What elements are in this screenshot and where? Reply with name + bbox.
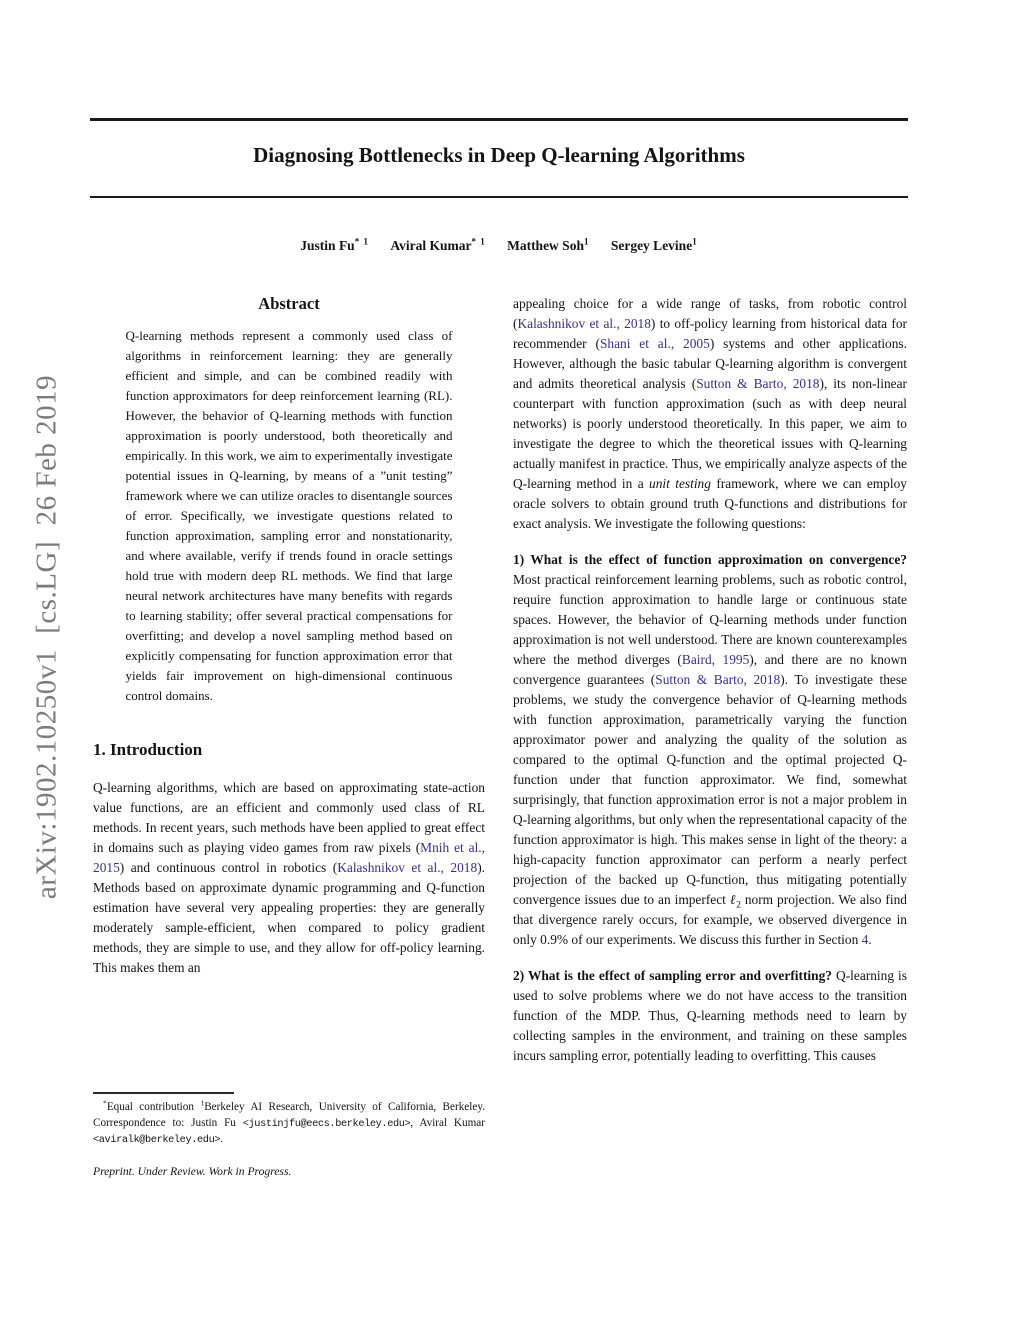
author (390, 238, 485, 253)
author-affiliation-mark: * 1 (354, 236, 369, 246)
text-segment: ) systems and other applications. However, although the basic tabular Q-learning algorithm is convergent and admits theoretical analysis ( (513, 336, 907, 391)
text-segment: Q-learning is used to solve problems where we do not have access to the transition function of the MDP. Thus, Q-learning methods need to learn by collecting samples in the environment, and training on these samples incurs sampling error, potentially leading to overfitting. This causes (513, 968, 907, 1063)
left-column (93, 294, 485, 994)
text-segment: Berkeley AI Research, University of California, Berkeley. Correspondence to: Justin Fu (93, 1101, 485, 1129)
author (300, 238, 369, 253)
horizontal-rule-top (90, 118, 908, 121)
text-segment: ). To investigate these problems, we study the convergence behavior of Q-learning methods with function approximation, parametrically varying the function approximator power and analyzing the quality of the solution as compared to the optimal Q-function and the optimal projected Q-function under that function approximator. We find, somewhat surprisingly, that function approximation error is not a major problem in Q-learning algorithms, but only when the representational capacity of the function approximator is high. This makes sense in light of the theory: a high-capacity function approximator can perform a nearly perfect projection of the backed up Q-function, thus mitigating potentially convergence issues due to an imperfect (513, 672, 907, 907)
citation-link[interactable]: Kalashnikov et al., 2018 (337, 860, 478, 875)
author-name: Sergey Levine (610, 237, 693, 253)
author-name: Matthew Soh (507, 237, 584, 253)
abstract-text: Q-learning methods represent a commonly used class of algorithms in reinforcement learning: they are generally efficient and simple, and can be combined readily with function approximators for deep reinforcement learning (RL). However, the behavior of Q-learning methods with function approximation is poorly understood, both theoretically and empirically. In this work, we aim to experimentally investigate potential issues in Q-learning, by means of a ”unit testing” framework where we can utilize oracles to disentangle sources of error. Specifically, we investigate questions related to function approximation, sampling error and nonstationarity, and where available, verify if trends found in oracle settings hold true with modern deep RL methods. We find that large neural network architectures have many benefits with regards to learning stability; offer several practical compensations for overfitting; and develop a novel sampling method based on explicitly compensating for function approximation error that yields fair improvement on high-dimensional continuous control domains. (125, 328, 453, 703)
text-segment: 1 (200, 1098, 205, 1108)
paper-title: Diagnosing Bottlenecks in Deep Q-learning Algorithms (253, 143, 745, 167)
section-heading-introduction: 1. Introduction (93, 740, 203, 759)
citation-link[interactable]: 4 (861, 932, 869, 947)
citation-link[interactable]: Kalashnikov et al., 2018 (517, 316, 651, 331)
body-paragraph-3 (513, 966, 907, 1066)
body-paragraph-2 (513, 550, 907, 950)
text-segment: . (220, 1133, 223, 1146)
text-segment: ) to off-policy learning from historical data for recommender ( (513, 316, 907, 351)
text-segment: ), its non-linear counterpart with function approximation (such as with deep neural networks) is poorly understood theoretically. In this paper, we aim to investigate the degree to which the theoretical issues with Q-learning actually manifest in practice. Thus, we empirically analyze aspects of the Q-learning method in a (513, 376, 907, 491)
text-segment: Equal contribution (106, 1101, 201, 1113)
author-name: Justin Fu (300, 237, 355, 253)
text-segment: ). Methods based on approximate dynamic programming and Q-function estimation have several very appealing properties: they are generally moderately sample-efficient, when compared to policy gradient methods, they are simple to use, and they allow for off-policy learning. This makes them an (93, 860, 485, 975)
author-affiliation-mark: 1 (583, 236, 590, 246)
footnote-text (93, 1100, 485, 1149)
citation-link[interactable]: Mnih et al., 2015 (93, 840, 485, 875)
text-segment: framework, where we can employ oracle solvers to obtain ground truth Q-functions and distributions for exact analysis. We investigate the following questions: (513, 476, 907, 531)
author (611, 238, 698, 253)
author-affiliation-mark: 1 (692, 236, 698, 246)
text-segment: * (103, 1098, 107, 1108)
text-segment: norm projection. We also find that divergence rarely occurs, for example, we observed divergence in only 0.9% of our experiments. We discuss this further in Section (513, 892, 907, 947)
text-segment: <justinjfu@eecs.berkeley.edu> (242, 1117, 411, 1130)
citation-link[interactable]: Sutton & Barto, 2018 (655, 672, 781, 687)
text-segment: unit testing (649, 476, 711, 491)
text-segment: ℓ (729, 892, 737, 907)
text-segment: 1) What is the effect of function approximation on convergence? (513, 552, 907, 567)
citation-link[interactable]: Baird, 1995 (681, 652, 750, 667)
body-paragraph-1 (513, 294, 907, 534)
footnote-block (93, 1092, 485, 1178)
abstract-heading: Abstract (258, 294, 320, 313)
author-name: Aviral Kumar (390, 237, 472, 253)
footnote-rule (93, 1092, 234, 1094)
text-segment: ), and there are no known convergence guarantees ( (513, 652, 907, 687)
right-column (513, 294, 907, 1082)
citation-link[interactable]: Sutton & Barto, 2018 (696, 376, 820, 391)
preprint-notice: Preprint. Under Review. Work in Progress. (93, 1164, 292, 1178)
text-segment: Q-learning algorithms, which are based on approximating state-action value functions, are an efficient and commonly used class of RL methods. In recent years, such methods have been applied to great effect in domains such as playing video games from raw pixels ( (93, 780, 485, 855)
horizontal-rule-mid (90, 196, 908, 198)
intro-paragraph (93, 778, 485, 978)
text-segment: 2 (736, 899, 741, 911)
text-segment: <aviralk@berkeley.edu> (93, 1134, 221, 1147)
text-segment: , Aviral Kumar (410, 1116, 485, 1129)
text-segment: ) and continuous control in robotics ( (119, 860, 338, 875)
author (507, 238, 589, 253)
arxiv-watermark: arXiv:1902.10250v1 [cs.LG] 26 Feb 2019 (30, 374, 63, 900)
text-segment: Most practical reinforcement learning problems, such as robotic control, require function approximation to handle large or continuous state spaces. However, the behavior of Q-learning methods under function approximation is not well understood. There are known counterexamples where the method diverges ( (513, 572, 907, 667)
author-affiliation-mark: * 1 (471, 236, 486, 246)
citation-link[interactable]: Shani et al., 2005 (599, 336, 710, 351)
text-segment: appealing choice for a wide range of tasks, from robotic control ( (513, 296, 907, 331)
text-segment: 2) What is the effect of sampling error and overfitting? (513, 968, 832, 983)
text-segment: . (868, 932, 872, 947)
author-list (90, 236, 908, 254)
